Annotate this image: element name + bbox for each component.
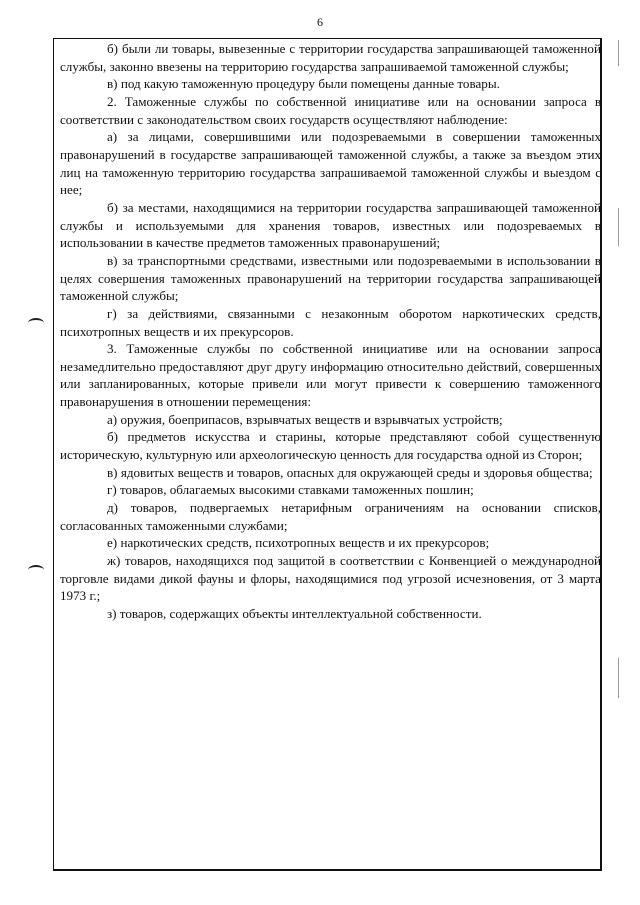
paragraph-3b: б) предметов искусства и старины, которые представляют собой существенную историческую, культурную или археологическую ценность для государства одной из Сторон; <box>60 429 601 463</box>
paragraph-3zh: ж) товаров, находящихся под защитой в соответствии с Конвенцией о международной торговле видами дикой фауны и флоры, находящимися под угрозой исчезновения, от 3 марта 1973 г.; <box>60 553 601 604</box>
paragraph-1b: б) были ли товары, вывезенные с территории государства запрашивающей таможенной службы, законно ввезены на территорию государства запрашиваемой таможенной службы; <box>60 41 601 74</box>
paragraph-3e: е) наркотических средств, психотропных веществ и их прекурсоров; <box>107 535 490 551</box>
scan-edge-mark-top <box>618 40 619 66</box>
scan-edge-mark-lower <box>618 658 619 698</box>
scan-hole-mark-bottom <box>28 565 44 575</box>
paragraph-3v: в) ядовитых веществ и товаров, опасных для окружающей среды и здоровья общества; <box>107 464 593 480</box>
paragraph-2b: б) за местами, находящимися на территории государства запрашивающей таможенной службы и используемыми для хранения товаров, известных или подозреваемых в использовании в качестве предметов таможенных правонарушений; <box>60 199 601 251</box>
paragraph-2: 2. Таможенные службы по собственной инициативе или на основании запроса в соответствии с законодательством своих государств осуществляют наблюдение: <box>60 93 601 127</box>
paragraph-2a: а) за лицами, совершившими или подозреваемыми в совершении таможенных правонарушений в государстве запрашивающей таможенной службы, а также за въездом этих лиц на таможенную территорию государства запрашиваемой таможенной службы и выездом с нее; <box>60 129 601 198</box>
scan-edge-mark-upper <box>618 208 619 246</box>
paragraph-2v: в) за транспортными средствами, известными или подозреваемыми в использовании в целях совершения таможенных правонарушений на территории государства запрашивающей таможенной службы; <box>60 252 601 304</box>
scan-hole-mark-top <box>28 318 44 328</box>
page-number: 6 <box>317 15 323 29</box>
paragraph-3: 3. Таможенные службы по собственной инициативе или на основании запроса незамедлительно предоставляют друг другу информацию относительно действий, совершенных или запланированных, которые привели или могут привести к совершению таможенного правонарушения в отношении перемещения: <box>60 341 601 410</box>
paragraph-3d: д) товаров, подвергаемых нетарифным ограничениям на основании списков, согласованных таможенными службами; <box>60 500 601 533</box>
paragraph-3z: з) товаров, содержащих объекты интеллектуальной собственности. <box>107 606 482 621</box>
document-body <box>60 40 601 623</box>
paragraph-1v: в) под какую таможенную процедуру были помещены данные товары. <box>107 76 500 92</box>
paragraph-3a: а) оружия, боеприпасов, взрывчатых веществ и взрывчатых устройств; <box>107 411 503 427</box>
paragraph-2g: г) за действиями, связанными с незаконным оборотом наркотических средств, психотропных веществ и их прекурсоров. <box>60 305 601 339</box>
paragraph-3g: г) товаров, облагаемых высокими ставками таможенных пошлин; <box>107 482 474 498</box>
